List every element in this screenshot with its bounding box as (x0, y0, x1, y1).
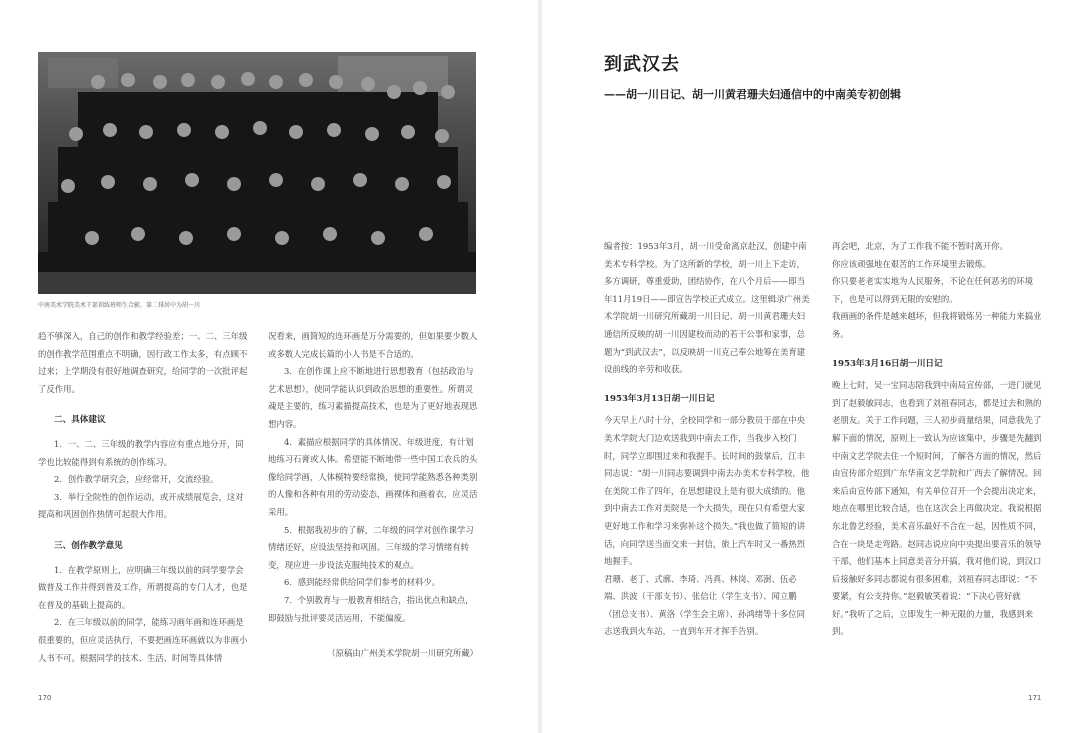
diary-paragraph: 今天早上八时十分，全校同学和一部分教员干部在中央美术学院大门边欢送我到中南去工作，当我步入校门时，同学立即围过来和我握手。长时间的鼓掌后，江丰同志说：“胡一川同志要调到中南去办美术专科学校，他在美院工作了四年，在思想建设上是有很大成绩的。他到中南去工作对美院是一个大损失，现在只有希望大家更好地工作和学习来弥补这个损失。”我也做了简短的讲话，向同学送当面交来一封信，旅上汽车时又一番热烈地握手。 (604, 415, 810, 567)
section-3-item: 2．在三年级以前的同学，能练习画年画和连环画是很重要的，但应灵活执行，不要把画连环画就以为非画小人书不可。根据同学的技术、生活、时间等具体情 (38, 617, 248, 663)
diary-date-heading: 1953年3月16日胡一川日记 (832, 358, 943, 369)
diary-paragraph: 你只要老老实实地为人民服务，不论在任何恶劣的环境下，也是可以得到无限的安慰的。 (832, 276, 1033, 304)
diary-date-heading: 1953年3月13日胡一川日记 (604, 393, 715, 404)
diary-paragraph: 君珊、老丁、式廓、李琦、冯真、林岗、邓澍、伍必端、洪波（干部支书）、张信让（学生支书）、闻立鹏（团总支书）、黄洛（学生会主席）、孙鸿绪等十多位同志送我到火车站，一直到车开才挥手告别。 (604, 573, 805, 637)
section-2-item: 1．一、二、三年级的教学内容应有重点地分开，同学也比较能得到有系统的创作练习。 (38, 438, 244, 467)
diary-paragraph: 你应该顽强地在艰苦的工作环境里去锻炼。 (832, 258, 992, 269)
col2-item: 3．在创作课上应不断地进行思想教育（包括政治与艺术思想），使同学能认识到政治思想的重要性。所谓灵魂是主要的，练习素描提高技术，也是为了更好地表现思想内容。 (268, 366, 478, 429)
editor-note: 编者按：1953年3月，胡一川受命离京赴汉，创建中南美术专科学校。为了这所新的学校，胡一川上下走访，多方调研，尊重爱助，团结协作，在八个月后——即当年11月19日——即宣告学校正式成立。这里辑录广州美术学院胡一川研究所藏胡一川日记、胡一川黄君珊夫妇通信所反映的胡一川因建校而动的若干公事和家事，总题为“到武汉去”，以反映胡一川克己奉公地筹在美育建设前线的辛劳和收获。 (604, 241, 810, 375)
diary-paragraph: 晚上七时，吴一宝同志陪我到中南局宣传部，一进门就见到了赵毅敏同志，也看到了刘祖春同志，都是过去和熟的老朋友。关于工作问题，三人初步商量结果，同意我先了解下面的情况，原则上一致认为应该集中，步骤是先翻到中南文艺学院去住一个短时间，了解各方面的情况，然后由宣传部介绍到广东华南文艺学院和广西去了解情况。回来后由宣传部下通知，有关单位召开一个会提出决定来，地点在哪里比较合适，也在这次会上再做决定。我说根据东北鲁艺经验，美术音乐最好不合在一起，因性质不同，合在一块是走弯路。赵同志说应向中央提出要音乐的领导干部，他们基本上同意美音分开搞，我对他们说，到汉口后接触好多同志都说有很多困难，刘祖春同志即说：“不要紧，有公支持你。”赵毅敏笑着说：“下决心管好就好。”我听了之后，立即发生一种无限的力量，我感到来到。 (832, 380, 1042, 637)
page-number-left: 170 (38, 694, 52, 702)
col2-intro: 况看来，画简短的连环画是万分需要的，但如果要少数人或多数人完成长篇的小人书是不合适的。 (268, 331, 478, 359)
section-3-heading: 三、创作教学意见 (54, 540, 123, 551)
section-2-item: 2．创作教学研究会，应经常开，交流经验。 (54, 474, 219, 485)
right-column-2 (832, 238, 1042, 641)
col2-item: 4．素描应根据同学的具体情况、年级进度，有计划地练习石膏或人体。希望能不断地带一些中国工农兵的头像给同学画，人体模特要经常换，使同学能熟悉各种类别的人像和各种有用的劳动姿态，画裸体和画着衣，应灵活采用。 (268, 436, 478, 517)
left-column-1 (38, 328, 250, 667)
col1-intro: 趋不够深入，自己的创作和教学经验差；一、二、三年级的创作教学范围重点不明确，因行政工作太多，有点顾不过来；上学期没有很好地调查研究，给同学的一次批评起了反作用。 (38, 331, 248, 394)
col2-item: 5．根据我初步的了解，二年级的同学对创作课学习情绪还好，应设法坚持和巩固。三年级的学习情绪有转变，现应进一步设法克服纯技术的观点。 (268, 524, 474, 570)
diary-paragraph: 我画画的条件是越来越坏，但我将锻炼另一种能力来搞业务。 (832, 311, 1042, 339)
article-subtitle: ——胡一川日记、胡一川黄君珊夫妇通信中的中南美专初创辑 (604, 88, 901, 101)
section-3-item: 1．在教学原则上，应明确三年级以前的同学要学会做普及工作并得到普及工作，所谓提高的专门人才，也是在普及的基础上提高的。 (38, 564, 248, 610)
source-note: （原稿由广州美术学院胡一川研究所藏） (327, 648, 478, 659)
diary-paragraph: 再会吧，北京，为了工作我不能不暂时离开你。 (832, 241, 1008, 251)
left-column-2 (268, 328, 478, 663)
article-title: 到武汉去 (604, 54, 680, 75)
col2-item: 7．个别教育与一般教育相结合，指出优点和缺点，即鼓励与批评要灵活运用，不能偏废。 (268, 594, 474, 623)
photo-caption: 中南美术学院美术干部训练班师生合影，第二排居中为胡一川 (38, 302, 201, 309)
section-2-item: 3．举行全院性的创作运动，或开成绩展览会，这对提高和巩固创作热情可起很大作用。 (38, 491, 244, 520)
group-photo (38, 52, 476, 294)
col2-item: 6．感到能经常供给同学们参考的材料少。 (284, 577, 441, 588)
page-number-right: 171 (1028, 694, 1042, 702)
right-column-1 (604, 238, 812, 641)
section-2-heading: 二、具体建议 (54, 415, 106, 426)
